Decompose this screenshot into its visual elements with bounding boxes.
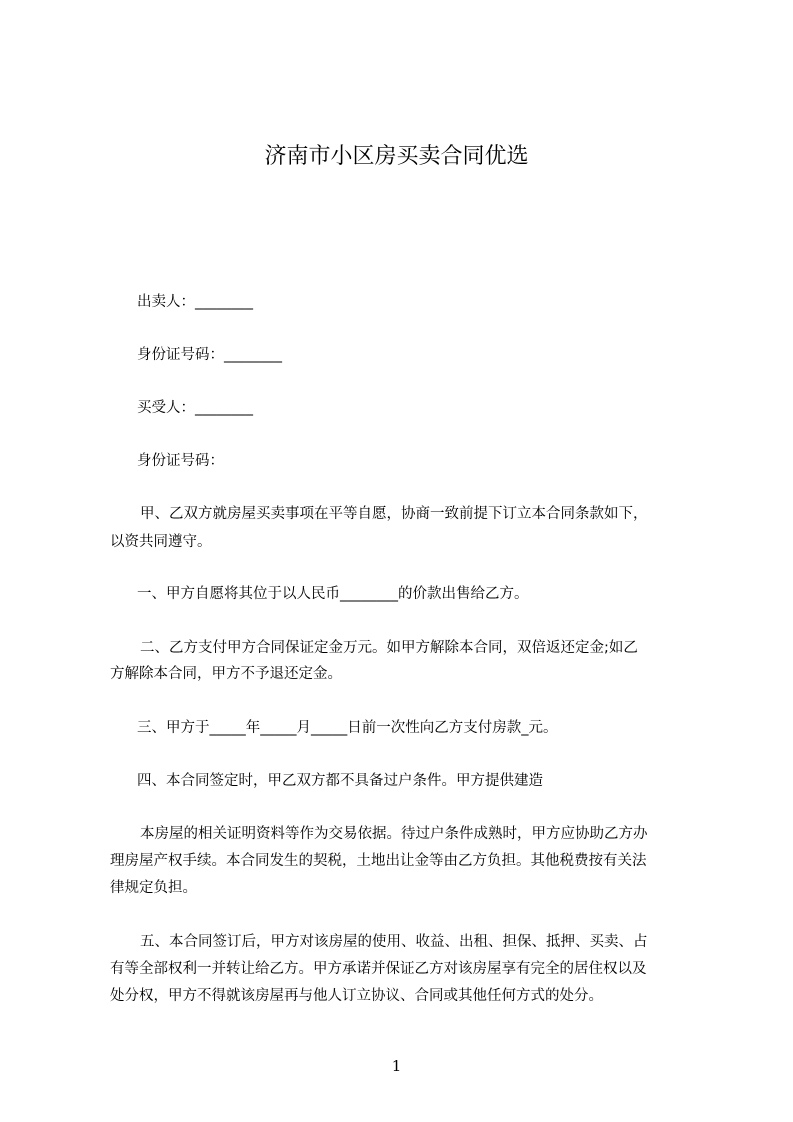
clause-2-line-2: 方解除本合同，甲方不予退还定金。: [110, 666, 342, 682]
clause-1: 一、甲方自愿将其位于以人民币________的价款出售给乙方。: [137, 586, 529, 602]
paragraph-line-3: 律规定负担。: [110, 880, 197, 896]
seller-id-line: 身份证号码：________: [137, 347, 282, 363]
document-title: 济南市小区房买卖合同优选: [264, 144, 529, 169]
intro-line-1: 甲、乙双方就房屋买卖事项在平等自愿，协商一致前提下订立本合同条款如下，: [140, 506, 648, 522]
clause-3: 三、甲方于_____年_____月_____日前一次性向乙方支付房款_元。: [137, 720, 558, 736]
intro-line-2: 以资共同遵守。: [110, 534, 212, 550]
clause-5-line-3: 处分权，甲方不得就该房屋再与他人订立协议、合同或其他任何方式的处分。: [110, 988, 603, 1004]
clause-2-line-1: 二、乙方支付甲方合同保证定金万元。如甲方解除本合同，双倍返还定金;如乙: [140, 640, 638, 656]
paragraph-line-1: 本房屋的相关证明资料等作为交易依据。待过户条件成熟时，甲方应协助乙方办: [140, 826, 648, 842]
seller-line: 出卖人：________: [137, 294, 253, 310]
clause-4: 四、本合同签定时，甲乙双方都不具备过户条件。甲方提供建造: [137, 773, 543, 789]
buyer-line: 买受人：________: [137, 400, 253, 416]
clause-5-line-2: 有等全部权利一并转让给乙方。甲方承诺并保证乙方对该房屋享有完全的居住权以及: [110, 961, 647, 977]
page-number: 1: [391, 1057, 402, 1075]
paragraph-line-2: 理房屋产权手续。本合同发生的契税，土地出让金等由乙方负担。其他税费按有关法: [110, 853, 647, 869]
clause-5-line-1: 五、本合同签订后，甲方对该房屋的使用、收益、出租、担保、抵押、买卖、占: [140, 934, 648, 950]
buyer-id-line: 身份证号码：: [137, 453, 224, 469]
